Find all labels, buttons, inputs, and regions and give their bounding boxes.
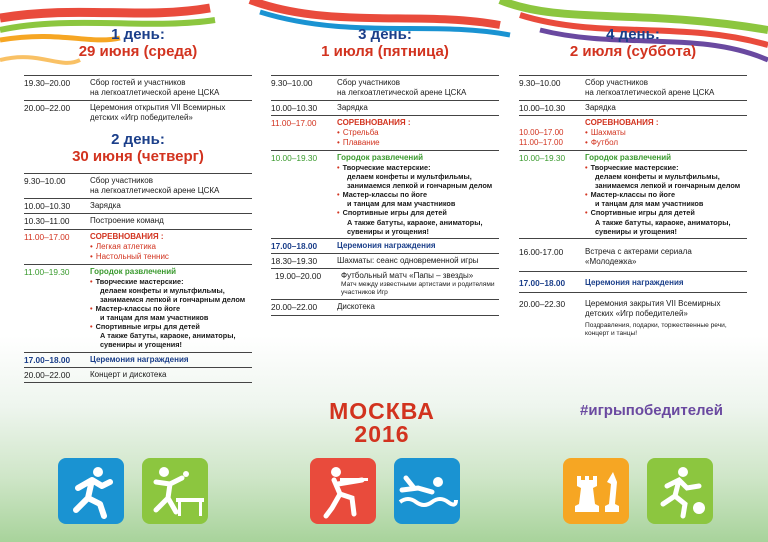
row-text: Церемония закрытия VII Всемирных: [585, 299, 721, 309]
panel-days-1-2: [24, 0, 252, 383]
bullet-icon: •: [90, 251, 93, 261]
day2-date: 30 июня (четверг): [72, 147, 204, 165]
list-item: Футбол: [590, 137, 619, 147]
list-item: Мастер-классы по йоге: [95, 304, 181, 314]
city-logo: [322, 400, 442, 446]
day1-title: 1 день:: [111, 26, 165, 43]
schedule-row: [24, 76, 252, 101]
bullet-icon: •: [337, 137, 340, 147]
list-item: Мастер-классы по йоге: [342, 190, 428, 200]
swimming-icon: [394, 458, 460, 524]
list-item: Мастер-классы по йоге: [590, 190, 676, 200]
row-text: Встреча с актерами сериала: [585, 246, 692, 256]
row-text: на легкоатлетической арене ЦСКА: [337, 87, 467, 97]
sub-text: и танцам для мам участников: [347, 199, 456, 209]
list-item: Шахматы: [590, 127, 626, 137]
schedule-row: [519, 76, 747, 101]
city-name: МОСКВА: [329, 398, 435, 424]
day4-title: 4 день:: [606, 26, 660, 43]
time: 10.30–11.00: [24, 216, 70, 227]
bullet-icon: •: [585, 190, 588, 200]
schedule-row: [271, 101, 499, 116]
sub-text: А также батуты, караоке, аниматоры,: [347, 217, 483, 227]
time: 11.00–19.30: [24, 266, 70, 277]
schedule-row: [271, 76, 499, 101]
bullet-icon: •: [337, 208, 340, 218]
list-item: Спортивные игры для детей: [342, 208, 447, 218]
schedule-row: [24, 101, 252, 125]
sub-text: занимаемся лепкой и гончарным делом: [347, 181, 493, 191]
list-item: Стрельба: [342, 127, 379, 137]
bullet-icon: •: [90, 322, 93, 332]
day3-header: [271, 26, 499, 61]
time: 20.00–22.00: [24, 369, 71, 380]
list-item: Настольный теннис: [95, 251, 169, 261]
time: 9.30–10.00: [271, 77, 313, 88]
time: 11.00–17.00: [24, 231, 70, 242]
schedule-row-fun-town: [24, 265, 252, 353]
time: 17.00–18.00: [519, 277, 566, 288]
sub-text: и танцам для мам участников: [595, 199, 704, 209]
row-heading: Городок развлечений: [337, 152, 424, 162]
day2-header: [24, 131, 252, 166]
row-text: на легкоатлетической арене ЦСКА: [90, 87, 220, 97]
bullet-icon: •: [585, 162, 588, 172]
row-text: Построение команд: [90, 216, 164, 226]
time: 9.30–10.00: [24, 176, 66, 186]
small-text: концерт и танцы!: [585, 330, 638, 337]
time: 19.00–20.00: [275, 271, 322, 282]
row-text: Дискотека: [337, 302, 375, 312]
day1-schedule: [24, 75, 252, 125]
small-text: участников Игр: [341, 289, 388, 297]
row-text: на легкоатлетической арене ЦСКА: [90, 186, 220, 195]
sub-text: сувениры и угощения!: [595, 226, 677, 236]
bullet-icon: •: [337, 162, 340, 172]
row-text: Сбор участников: [585, 77, 648, 87]
schedule-row-awards: [519, 272, 747, 293]
year: 2016: [354, 421, 410, 447]
table-tennis-icon: [142, 458, 208, 524]
row-text: Церемония открытия VII Всемирных: [90, 102, 226, 112]
day2-schedule: [24, 173, 252, 383]
time: 18.30–19.30: [271, 256, 318, 267]
row-heading: СОРЕВНОВАНИЯ :: [337, 117, 411, 127]
schedule-row-awards: [271, 239, 499, 254]
small-text: Поздравления, подарки, торжественные речи,: [585, 322, 727, 330]
row-text: Зарядка: [337, 102, 368, 112]
row-text: Церемония награждения: [90, 354, 189, 364]
schedule-row: [271, 269, 499, 300]
football-icon: [647, 458, 713, 524]
list-item: Творческие мастерские:: [342, 162, 431, 172]
sub-text: сувениры и угощения!: [347, 226, 429, 236]
time: 19.30–20.00: [24, 77, 71, 88]
chess-icon: [563, 458, 629, 524]
schedule-row: [271, 254, 499, 269]
row-text: Зарядка: [585, 102, 616, 112]
time: 20.00–22.00: [24, 102, 71, 113]
row-heading: Городок развлечений: [90, 266, 177, 276]
time: 17.00–18.00: [24, 354, 71, 365]
row-text: Футбольный матч «Папы – звезды»: [341, 271, 474, 281]
sub-text: и танцам для мам участников: [100, 313, 209, 323]
row-heading: Городок развлечений: [585, 152, 672, 162]
sub-text: занимаемся лепкой и гончарным делом: [100, 294, 246, 304]
time: 9.30–10.00: [519, 77, 561, 88]
time: 16.00-17.00: [519, 246, 564, 257]
row-heading: СОРЕВНОВАНИЯ :: [90, 231, 164, 241]
day1-date: 29 июня (среда): [78, 43, 198, 61]
schedule-row-competitions: [24, 230, 252, 265]
schedule-row-awards: [24, 353, 252, 368]
row-text: «Молодежка»: [585, 256, 637, 266]
sub-text: делаем конфеты и мультфильмы,: [347, 171, 472, 181]
sub-text: занимаемся лепкой и гончарным делом: [595, 181, 741, 191]
sub-text: А также батуты, караоке, аниматоры,: [100, 331, 236, 341]
time: 11.00–17.00: [271, 117, 317, 128]
bullet-icon: •: [585, 208, 588, 218]
time: 17.00–18.00: [271, 240, 318, 251]
schedule-row: [519, 293, 747, 340]
bullet-icon: •: [585, 137, 588, 147]
schedule-row: [519, 101, 747, 116]
day1-header: [24, 26, 252, 61]
shooting-icon: [310, 458, 376, 524]
time: 10.00–10.30: [271, 102, 318, 113]
panel-day-4: [519, 0, 747, 340]
row-text: Сбор участников: [90, 176, 153, 185]
row-text: Шахматы: сеанс одновременной игры: [337, 256, 479, 266]
list-item: Спортивные игры для детей: [590, 208, 695, 218]
time: 20.00–22.30: [519, 299, 566, 310]
list-item: Легкая атлетика: [95, 241, 156, 251]
schedule-row: [24, 214, 252, 229]
schedule-row: [519, 239, 747, 272]
time: 10.00–10.30: [519, 102, 566, 113]
bullet-icon: •: [90, 276, 93, 286]
panel-day-3: [271, 0, 499, 316]
schedule-row: [24, 368, 252, 383]
list-item: Творческие мастерские:: [95, 276, 184, 286]
schedule-row: [24, 199, 252, 214]
bullet-icon: •: [337, 190, 340, 200]
day3-schedule: [271, 75, 499, 316]
bullet-icon: •: [90, 241, 93, 251]
list-item: Спортивные игры для детей: [95, 322, 200, 332]
day4-schedule: [519, 75, 747, 340]
schedule-row-fun-town: [271, 151, 499, 239]
row-text: Зарядка: [90, 201, 121, 210]
day4-header: [519, 26, 747, 61]
row-text: Концерт и дискотека: [90, 369, 167, 379]
sub-text: А также батуты, караоке, аниматоры,: [595, 217, 731, 227]
list-item: Плавание: [342, 137, 380, 147]
time: 10.00–17.00: [519, 127, 564, 137]
time: 10.00–10.30: [24, 201, 71, 211]
day3-date: 1 июля (пятница): [321, 43, 449, 61]
row-text: детских «Игр победителей»: [585, 309, 688, 319]
schedule-row-competitions: [271, 116, 499, 151]
list-item: Творческие мастерские:: [590, 162, 679, 172]
day4-date: 2 июля (суббота): [569, 43, 697, 61]
schedule-row: [271, 300, 499, 315]
schedule-row-competitions: [519, 116, 747, 151]
day2-title: 2 день:: [111, 130, 165, 148]
bullet-icon: •: [337, 127, 340, 137]
schedule-row-fun-town: [519, 151, 747, 239]
sub-text: делаем конфеты и мультфильмы,: [100, 285, 225, 295]
sub-text: делаем конфеты и мультфильмы,: [595, 171, 720, 181]
time: 10.00–19.30: [271, 152, 318, 163]
small-text: Матч между известными артистами и родителями: [341, 281, 495, 289]
day3-title: 3 день:: [358, 26, 412, 43]
bullet-icon: •: [585, 127, 588, 137]
time: 10.00–19.30: [519, 152, 566, 163]
bullet-icon: •: [90, 304, 93, 314]
schedule-row: [24, 174, 252, 199]
row-text: на легкоатлетической арене ЦСКА: [585, 87, 715, 97]
running-icon: [58, 458, 124, 524]
sub-text: сувениры и угощения!: [100, 340, 182, 350]
hashtag: #игрыпобедителей: [580, 402, 723, 419]
row-text: детских «Игр победителей»: [90, 112, 193, 122]
row-text: Сбор гостей и участников: [90, 77, 186, 87]
row-text: Сбор участников: [337, 77, 400, 87]
time: 11.00–17.00: [519, 137, 563, 147]
row-text: Церемония награждения: [337, 240, 436, 250]
row-heading: СОРЕВНОВАНИЯ :: [585, 117, 659, 127]
time: 20.00–22.00: [271, 302, 318, 313]
row-text: Церемония награждения: [585, 277, 684, 287]
